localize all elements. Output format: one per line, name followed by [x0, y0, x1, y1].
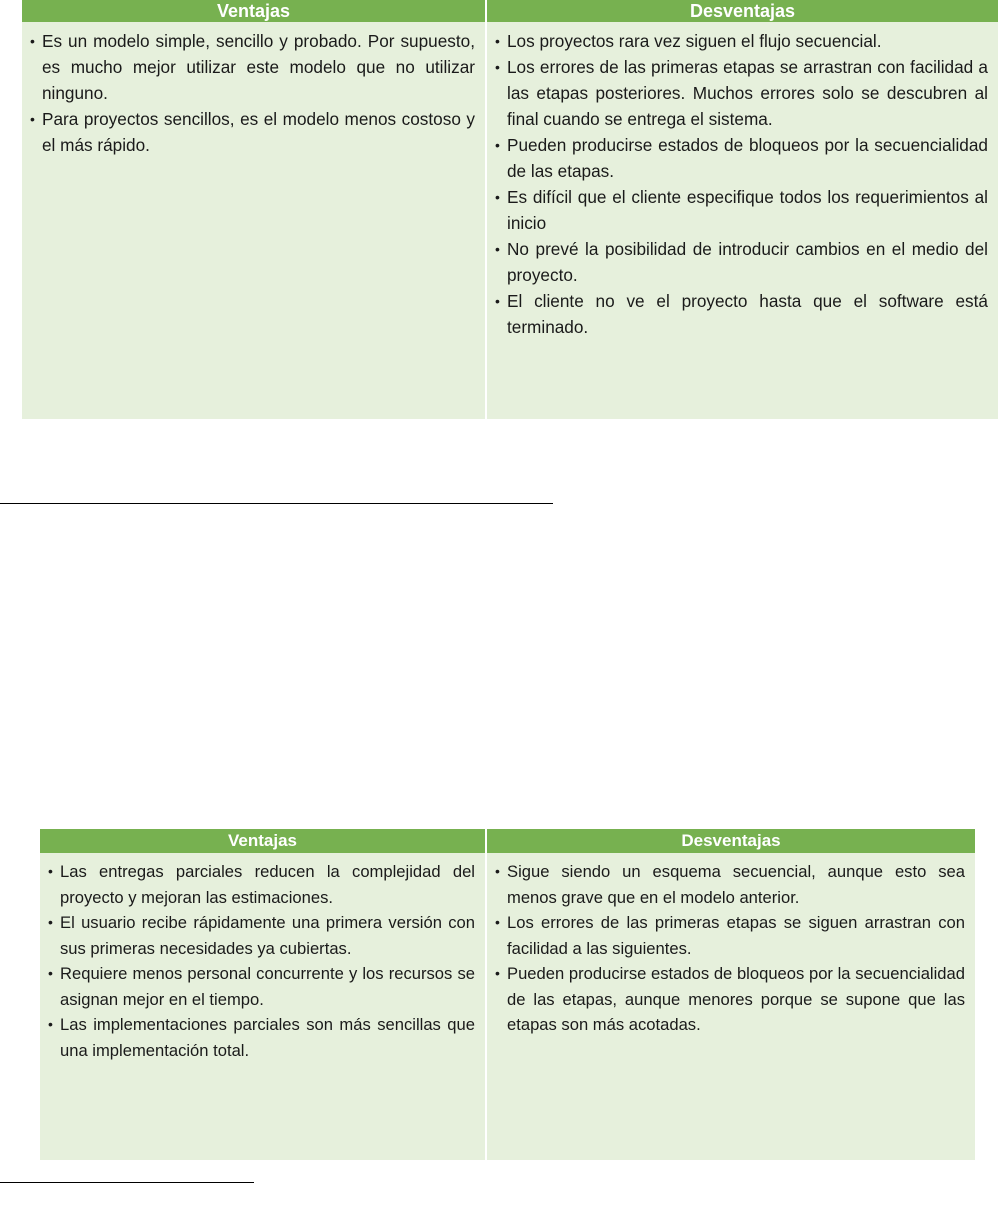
footnote-divider [0, 1182, 254, 1183]
list-item: • Las entregas parciales reducen la complejidad del proyecto y mejoran las estimaciones. [48, 859, 475, 910]
ventajas-header: Ventajas [22, 0, 487, 22]
bullet-icon: • [495, 965, 500, 981]
footnote-divider [0, 503, 553, 504]
bullet-icon: • [30, 111, 35, 127]
list-item: • Sigue siendo un esquema secuencial, aunque esto sea menos grave que en el modelo anterior. [495, 859, 965, 910]
desventajas-cell [487, 853, 975, 1160]
list-item: • Los proyectos rara vez siguen el flujo secuencial. [495, 28, 988, 54]
bullet-icon: • [495, 59, 500, 75]
bullet-icon: • [48, 965, 53, 981]
desventajas-header: Desventajas [487, 0, 998, 22]
ventajas-cell [40, 853, 487, 1160]
incremental-comparison-table [40, 829, 975, 1160]
list-item: • El cliente no ve el proyecto hasta que el software está terminado. [495, 288, 988, 340]
list-item: • Las implementaciones parciales son más sencillas que una implementación total. [48, 1012, 475, 1063]
list-item: • Pueden producirse estados de bloqueos por la secuencialidad de las etapas. [495, 132, 988, 184]
desventajas-cell [487, 22, 998, 419]
bullet-icon: • [48, 914, 53, 930]
list-item: • No prevé la posibilidad de introducir cambios en el medio del proyecto. [495, 236, 988, 288]
list-item: • Los errores de las primeras etapas se siguen arrastran con facilidad a las siguientes. [495, 910, 965, 961]
cascada-comparison-table [22, 0, 998, 419]
bullet-icon: • [48, 1016, 53, 1032]
bullet-icon: • [495, 137, 500, 153]
bullet-icon: • [495, 863, 500, 879]
list-item: • Es un modelo simple, sencillo y probado. Por supuesto, es mucho mejor utilizar este modelo que no utilizar ninguno. [30, 28, 475, 106]
bullet-icon: • [495, 914, 500, 930]
bullet-icon: • [30, 33, 35, 49]
ventajas-header: Ventajas [40, 829, 487, 853]
desventajas-header: Desventajas [487, 829, 975, 853]
list-item: • El usuario recibe rápidamente una primera versión con sus primeras necesidades ya cubiertas. [48, 910, 475, 961]
list-item: • Requiere menos personal concurrente y los recursos se asignan mejor en el tiempo. [48, 961, 475, 1012]
list-item: • Es difícil que el cliente especifique todos los requerimientos al inicio [495, 184, 988, 236]
ventajas-cell [22, 22, 487, 419]
list-item: • Para proyectos sencillos, es el modelo menos costoso y el más rápido. [30, 106, 475, 158]
bullet-icon: • [495, 241, 500, 257]
list-item: • Pueden producirse estados de bloqueos por la secuencialidad de las etapas, aunque menores porque se supone que las etapas son más acotadas. [495, 961, 965, 1038]
bullet-icon: • [495, 33, 500, 49]
list-item: • Los errores de las primeras etapas se arrastran con facilidad a las etapas posteriores. Muchos errores solo se descubren al final cuando se entrega el sistema. [495, 54, 988, 132]
bullet-icon: • [495, 189, 500, 205]
bullet-icon: • [48, 863, 53, 879]
bullet-icon: • [495, 293, 500, 309]
